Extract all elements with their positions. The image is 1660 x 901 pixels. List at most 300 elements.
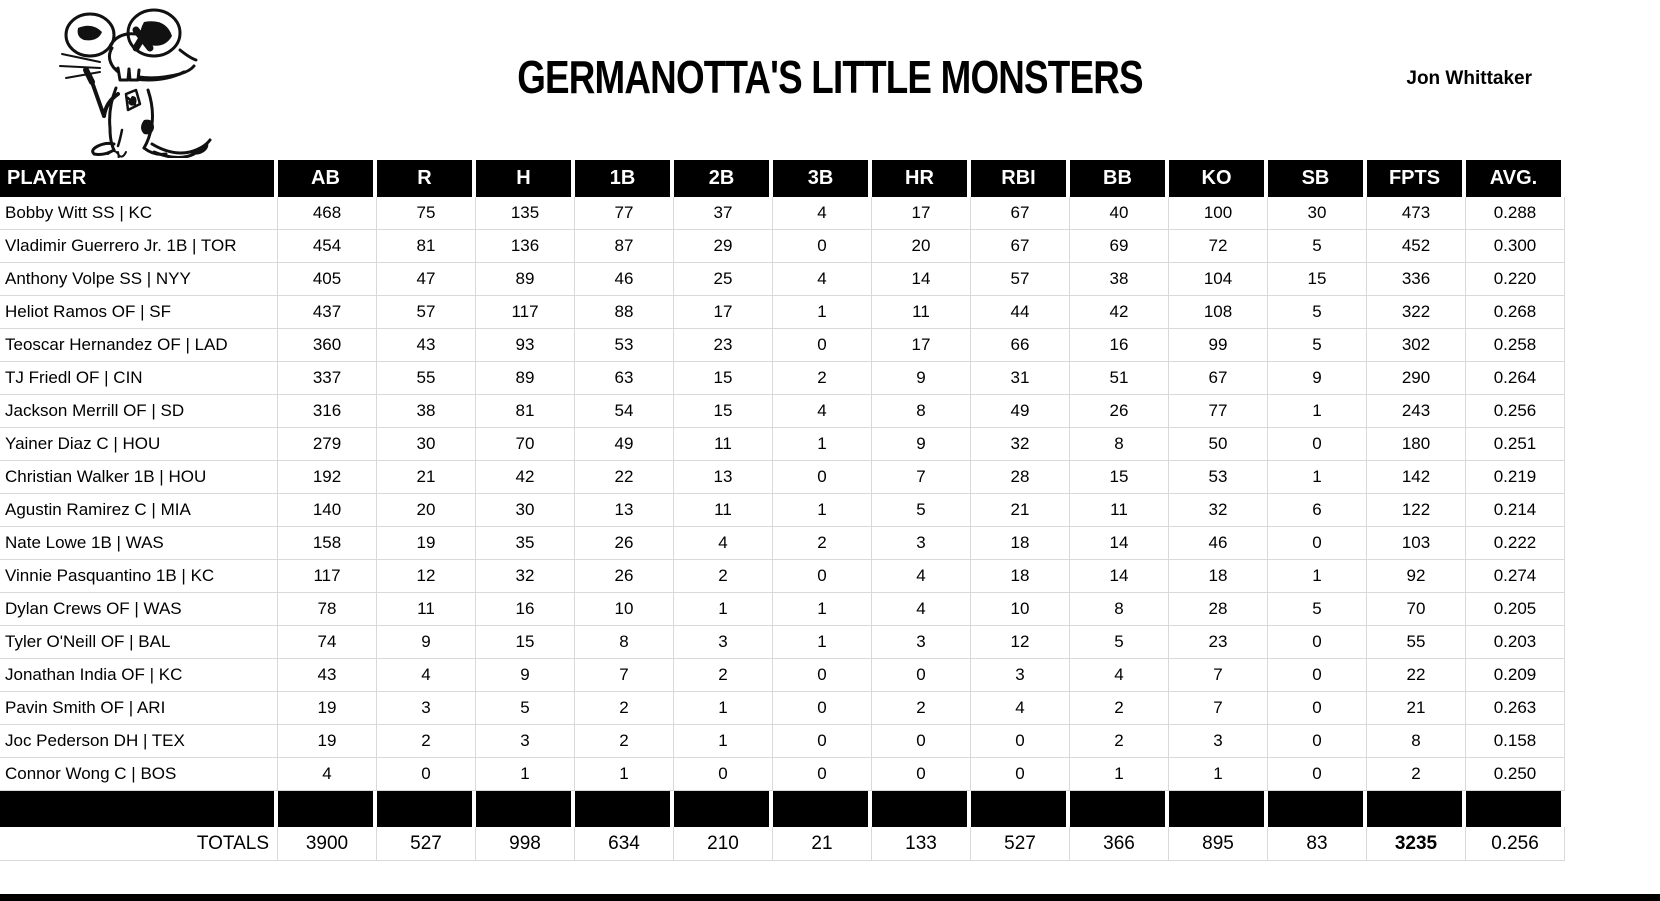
player-name-cell: Heliot Ramos OF | SF (0, 296, 278, 329)
stat-cell: 30 (476, 494, 575, 527)
stat-cell: 0.268 (1466, 296, 1565, 329)
column-header-2b: 2B (674, 160, 773, 197)
stat-cell: 0 (971, 725, 1070, 758)
stat-cell: 0.220 (1466, 263, 1565, 296)
stat-cell: 19 (278, 725, 377, 758)
stat-cell: 2 (872, 692, 971, 725)
stat-cell: 8 (1070, 428, 1169, 461)
stat-cell: 100 (1169, 197, 1268, 230)
stat-cell: 67 (1169, 362, 1268, 395)
stat-cell: 140 (278, 494, 377, 527)
stat-cell: 302 (1367, 329, 1466, 362)
stat-cell: 9 (872, 428, 971, 461)
stat-cell: 92 (1367, 560, 1466, 593)
stat-cell: 0.158 (1466, 725, 1565, 758)
stat-cell: 28 (971, 461, 1070, 494)
stat-cell: 70 (476, 428, 575, 461)
stat-cell: 437 (278, 296, 377, 329)
table-row (0, 329, 1565, 362)
stat-cell: 0 (773, 659, 872, 692)
stat-cell: 1 (1070, 758, 1169, 791)
stat-cell: 2 (773, 527, 872, 560)
stat-cell: 53 (575, 329, 674, 362)
separator-cell (1169, 791, 1268, 827)
stat-cell: 15 (476, 626, 575, 659)
stat-cell: 3 (872, 527, 971, 560)
stat-cell: 57 (377, 296, 476, 329)
stat-cell: 0.263 (1466, 692, 1565, 725)
stat-cell: 3 (872, 626, 971, 659)
stat-cell: 0.258 (1466, 329, 1565, 362)
stat-cell: 18 (971, 560, 1070, 593)
stat-cell: 2 (1070, 725, 1169, 758)
totals-stat-cell: 21 (773, 827, 872, 861)
stat-cell: 93 (476, 329, 575, 362)
stat-cell: 1 (773, 296, 872, 329)
player-name-cell: Teoscar Hernandez OF | LAD (0, 329, 278, 362)
stat-cell: 0 (872, 659, 971, 692)
player-name-cell: Bobby Witt SS | KC (0, 197, 278, 230)
stat-cell: 103 (1367, 527, 1466, 560)
player-name-cell: Agustin Ramirez C | MIA (0, 494, 278, 527)
stat-cell: 14 (1070, 527, 1169, 560)
stat-cell: 78 (278, 593, 377, 626)
separator-cell (575, 791, 674, 827)
stat-cell: 468 (278, 197, 377, 230)
stat-cell: 49 (575, 428, 674, 461)
player-name-cell: Dylan Crews OF | WAS (0, 593, 278, 626)
totals-stat-cell: 83 (1268, 827, 1367, 861)
stat-cell: 55 (1367, 626, 1466, 659)
stats-table (0, 160, 1565, 861)
separator-cell (773, 791, 872, 827)
stat-cell: 4 (278, 758, 377, 791)
stat-cell: 42 (476, 461, 575, 494)
stat-cell: 22 (575, 461, 674, 494)
stat-cell: 5 (1268, 230, 1367, 263)
stat-cell: 7 (1169, 692, 1268, 725)
stat-cell: 0 (971, 758, 1070, 791)
stat-cell: 8 (1367, 725, 1466, 758)
player-name-cell: Tyler O'Neill OF | BAL (0, 626, 278, 659)
stat-cell: 0 (674, 758, 773, 791)
stat-cell: 5 (476, 692, 575, 725)
stat-cell: 10 (575, 593, 674, 626)
table-row (0, 692, 1565, 725)
page-title: GERMANOTTA'S LITTLE MONSTERS (517, 51, 1143, 103)
player-name-cell: Pavin Smith OF | ARI (0, 692, 278, 725)
table-row (0, 725, 1565, 758)
stat-cell: 11 (674, 428, 773, 461)
separator-cell (1268, 791, 1367, 827)
stat-cell: 136 (476, 230, 575, 263)
stat-cell: 0 (1268, 725, 1367, 758)
stat-cell: 454 (278, 230, 377, 263)
totals-stat-cell: 998 (476, 827, 575, 861)
stat-cell: 11 (1070, 494, 1169, 527)
stat-cell: 17 (872, 197, 971, 230)
stat-cell: 4 (1070, 659, 1169, 692)
column-header-1b: 1B (575, 160, 674, 197)
stat-cell: 1 (674, 593, 773, 626)
totals-stat-cell: 895 (1169, 827, 1268, 861)
stat-cell: 1 (674, 725, 773, 758)
stat-cell: 2 (674, 560, 773, 593)
table-row (0, 395, 1565, 428)
stat-cell: 108 (1169, 296, 1268, 329)
stat-cell: 44 (971, 296, 1070, 329)
separator-cell (278, 791, 377, 827)
player-name-cell: Jackson Merrill OF | SD (0, 395, 278, 428)
stat-cell: 322 (1367, 296, 1466, 329)
stat-cell: 32 (1169, 494, 1268, 527)
player-name-cell: Joc Pederson DH | TEX (0, 725, 278, 758)
stat-cell: 25 (674, 263, 773, 296)
stat-cell: 0 (773, 230, 872, 263)
player-name-cell: Vladimir Guerrero Jr. 1B | TOR (0, 230, 278, 263)
stat-cell: 8 (872, 395, 971, 428)
stat-cell: 5 (1268, 296, 1367, 329)
table-row (0, 560, 1565, 593)
column-header-fpts: FPTS (1367, 160, 1466, 197)
player-name-cell: Vinnie Pasquantino 1B | KC (0, 560, 278, 593)
separator-cell (674, 791, 773, 827)
stat-cell: 38 (377, 395, 476, 428)
player-name-cell: Jonathan India OF | KC (0, 659, 278, 692)
stat-cell: 4 (773, 197, 872, 230)
stat-cell: 11 (674, 494, 773, 527)
stat-cell: 0.264 (1466, 362, 1565, 395)
stat-cell: 81 (476, 395, 575, 428)
stat-cell: 7 (1169, 659, 1268, 692)
column-header-h: H (476, 160, 575, 197)
stat-cell: 316 (278, 395, 377, 428)
stat-cell: 0 (872, 725, 971, 758)
player-name-cell: TJ Friedl OF | CIN (0, 362, 278, 395)
stat-cell: 452 (1367, 230, 1466, 263)
stat-cell: 5 (1070, 626, 1169, 659)
stat-cell: 3 (674, 626, 773, 659)
stat-cell: 46 (575, 263, 674, 296)
stat-cell: 31 (971, 362, 1070, 395)
stat-cell: 12 (377, 560, 476, 593)
separator-cell (1070, 791, 1169, 827)
table-row (0, 197, 1565, 230)
stat-cell: 7 (872, 461, 971, 494)
stat-cell: 0.256 (1466, 395, 1565, 428)
stat-cell: 3 (1169, 725, 1268, 758)
stat-cell: 53 (1169, 461, 1268, 494)
stat-cell: 4 (773, 263, 872, 296)
stat-cell: 3 (971, 659, 1070, 692)
stat-cell: 9 (1268, 362, 1367, 395)
stat-cell: 77 (1169, 395, 1268, 428)
stat-cell: 11 (377, 593, 476, 626)
stat-cell: 21 (971, 494, 1070, 527)
table-row (0, 230, 1565, 263)
separator-cell (1367, 791, 1466, 827)
stat-cell: 0 (773, 329, 872, 362)
stat-cell: 81 (377, 230, 476, 263)
stat-cell: 0.219 (1466, 461, 1565, 494)
stat-cell: 16 (1070, 329, 1169, 362)
table-row (0, 296, 1565, 329)
stat-cell: 70 (1367, 593, 1466, 626)
column-header-player: PLAYER (0, 160, 278, 197)
stat-cell: 63 (575, 362, 674, 395)
separator-cell (1466, 791, 1565, 827)
totals-stat-cell: 0.256 (1466, 827, 1565, 861)
stat-cell: 30 (1268, 197, 1367, 230)
stat-cell: 117 (278, 560, 377, 593)
stat-cell: 15 (1070, 461, 1169, 494)
stat-cell: 13 (674, 461, 773, 494)
stat-cell: 26 (575, 527, 674, 560)
table-row (0, 527, 1565, 560)
column-header-ab: AB (278, 160, 377, 197)
stat-cell: 21 (377, 461, 476, 494)
stat-cell: 122 (1367, 494, 1466, 527)
stat-cell: 51 (1070, 362, 1169, 395)
stat-cell: 158 (278, 527, 377, 560)
totals-stat-cell: 634 (575, 827, 674, 861)
stat-cell: 1 (773, 593, 872, 626)
column-header-bb: BB (1070, 160, 1169, 197)
stat-cell: 4 (872, 560, 971, 593)
stat-cell: 0.251 (1466, 428, 1565, 461)
column-header-ko: KO (1169, 160, 1268, 197)
stat-cell: 13 (575, 494, 674, 527)
stat-cell: 337 (278, 362, 377, 395)
stat-cell: 290 (1367, 362, 1466, 395)
totals-stat-cell: 133 (872, 827, 971, 861)
stat-cell: 18 (1169, 560, 1268, 593)
stat-cell: 72 (1169, 230, 1268, 263)
totals-label: TOTALS (0, 827, 278, 861)
stat-cell: 279 (278, 428, 377, 461)
stat-cell: 0 (377, 758, 476, 791)
stat-cell: 4 (773, 395, 872, 428)
stat-cell: 0 (773, 692, 872, 725)
stat-cell: 32 (476, 560, 575, 593)
stat-cell: 23 (674, 329, 773, 362)
stat-cell: 192 (278, 461, 377, 494)
stat-cell: 0.209 (1466, 659, 1565, 692)
stat-cell: 5 (1268, 593, 1367, 626)
stat-cell: 0 (872, 758, 971, 791)
stat-cell: 3 (476, 725, 575, 758)
owner-name: Jon Whittaker (1406, 68, 1532, 89)
stat-cell: 4 (674, 527, 773, 560)
player-name-cell: Nate Lowe 1B | WAS (0, 527, 278, 560)
stat-cell: 77 (575, 197, 674, 230)
stat-cell: 87 (575, 230, 674, 263)
stat-cell: 0 (1268, 758, 1367, 791)
totals-stat-cell: 210 (674, 827, 773, 861)
stat-cell: 88 (575, 296, 674, 329)
stat-cell: 360 (278, 329, 377, 362)
stat-cell: 10 (971, 593, 1070, 626)
stat-cell: 2 (773, 362, 872, 395)
totals-stat-cell: 527 (377, 827, 476, 861)
stat-cell: 23 (1169, 626, 1268, 659)
stat-cell: 135 (476, 197, 575, 230)
stat-cell: 6 (1268, 494, 1367, 527)
stat-cell: 30 (377, 428, 476, 461)
stat-cell: 75 (377, 197, 476, 230)
stat-cell: 67 (971, 197, 1070, 230)
stat-cell: 17 (872, 329, 971, 362)
stat-cell: 0 (773, 758, 872, 791)
stat-cell: 0.203 (1466, 626, 1565, 659)
stat-cell: 0 (773, 461, 872, 494)
stat-cell: 20 (377, 494, 476, 527)
stat-cell: 14 (872, 263, 971, 296)
stat-cell: 0 (1268, 659, 1367, 692)
player-name-cell: Anthony Volpe SS | NYY (0, 263, 278, 296)
stat-cell: 180 (1367, 428, 1466, 461)
stat-cell: 74 (278, 626, 377, 659)
stat-cell: 32 (971, 428, 1070, 461)
stat-cell: 0.288 (1466, 197, 1565, 230)
stat-cell: 243 (1367, 395, 1466, 428)
stat-cell: 4 (872, 593, 971, 626)
column-header-avg: AVG. (1466, 160, 1565, 197)
stat-cell: 49 (971, 395, 1070, 428)
stat-cell: 15 (674, 395, 773, 428)
table-row (0, 428, 1565, 461)
stat-cell: 69 (1070, 230, 1169, 263)
totals-row (0, 827, 1565, 861)
column-header-hr: HR (872, 160, 971, 197)
stat-cell: 57 (971, 263, 1070, 296)
stat-cell: 2 (575, 692, 674, 725)
stat-cell: 8 (575, 626, 674, 659)
stat-cell: 11 (872, 296, 971, 329)
stat-cell: 1 (1268, 395, 1367, 428)
separator-cell (476, 791, 575, 827)
stat-cell: 2 (674, 659, 773, 692)
stat-cell: 29 (674, 230, 773, 263)
stat-cell: 20 (872, 230, 971, 263)
stat-cell: 0.250 (1466, 758, 1565, 791)
stat-cell: 1 (1169, 758, 1268, 791)
stat-cell: 21 (1367, 692, 1466, 725)
stat-cell: 4 (971, 692, 1070, 725)
stat-cell: 5 (1268, 329, 1367, 362)
separator-cell (0, 791, 278, 827)
stat-cell: 0.222 (1466, 527, 1565, 560)
table-row (0, 461, 1565, 494)
separator-cell (872, 791, 971, 827)
stat-cell: 473 (1367, 197, 1466, 230)
stat-cell: 0 (1268, 626, 1367, 659)
stat-cell: 12 (971, 626, 1070, 659)
column-header-sb: SB (1268, 160, 1367, 197)
stat-cell: 1 (575, 758, 674, 791)
stat-cell: 42 (1070, 296, 1169, 329)
stat-cell: 19 (278, 692, 377, 725)
table-header-row (0, 160, 1565, 197)
player-name-cell: Christian Walker 1B | HOU (0, 461, 278, 494)
stat-cell: 99 (1169, 329, 1268, 362)
stat-cell: 43 (278, 659, 377, 692)
table-row (0, 758, 1565, 791)
stat-cell: 2 (377, 725, 476, 758)
stat-cell: 405 (278, 263, 377, 296)
stat-cell: 38 (1070, 263, 1169, 296)
stat-cell: 15 (674, 362, 773, 395)
totals-stat-cell: 366 (1070, 827, 1169, 861)
stat-cell: 2 (575, 725, 674, 758)
stat-cell: 43 (377, 329, 476, 362)
stat-cell: 67 (971, 230, 1070, 263)
table-row (0, 362, 1565, 395)
separator-cell (971, 791, 1070, 827)
stat-cell: 117 (476, 296, 575, 329)
totals-stat-cell: 3235 (1367, 827, 1466, 861)
table-row (0, 626, 1565, 659)
stat-cell: 37 (674, 197, 773, 230)
stat-cell: 15 (1268, 263, 1367, 296)
stat-cell: 55 (377, 362, 476, 395)
stat-cell: 54 (575, 395, 674, 428)
stat-cell: 4 (377, 659, 476, 692)
stat-cell: 336 (1367, 263, 1466, 296)
totals-stat-cell: 3900 (278, 827, 377, 861)
stat-cell: 5 (872, 494, 971, 527)
totals-stat-cell: 527 (971, 827, 1070, 861)
column-header-r: R (377, 160, 476, 197)
column-header-3b: 3B (773, 160, 872, 197)
stat-cell: 26 (1070, 395, 1169, 428)
stat-cell: 66 (971, 329, 1070, 362)
player-name-cell: Connor Wong C | BOS (0, 758, 278, 791)
stat-cell: 19 (377, 527, 476, 560)
stat-cell: 1 (773, 428, 872, 461)
stat-cell: 142 (1367, 461, 1466, 494)
stat-cell: 16 (476, 593, 575, 626)
stat-cell: 0.205 (1466, 593, 1565, 626)
stat-cell: 1 (476, 758, 575, 791)
stat-cell: 2 (1367, 758, 1466, 791)
stat-cell: 7 (575, 659, 674, 692)
stat-cell: 9 (476, 659, 575, 692)
stat-cell: 14 (1070, 560, 1169, 593)
table-row (0, 659, 1565, 692)
stat-cell: 0 (773, 560, 872, 593)
bottom-border-bar (0, 894, 1660, 901)
stat-cell: 104 (1169, 263, 1268, 296)
stat-cell: 8 (1070, 593, 1169, 626)
stat-cell: 0 (773, 725, 872, 758)
stat-cell: 50 (1169, 428, 1268, 461)
stat-cell: 1 (773, 626, 872, 659)
stat-cell: 0.300 (1466, 230, 1565, 263)
player-name-cell: Yainer Diaz C | HOU (0, 428, 278, 461)
stat-cell: 47 (377, 263, 476, 296)
column-header-rbi: RBI (971, 160, 1070, 197)
stat-cell: 0 (1268, 692, 1367, 725)
stat-cell: 40 (1070, 197, 1169, 230)
stat-cell: 89 (476, 263, 575, 296)
stat-cell: 2 (1070, 692, 1169, 725)
separator-row (0, 791, 1565, 827)
stat-cell: 0.214 (1466, 494, 1565, 527)
stat-cell: 9 (377, 626, 476, 659)
table-row (0, 593, 1565, 626)
stat-cell: 18 (971, 527, 1070, 560)
